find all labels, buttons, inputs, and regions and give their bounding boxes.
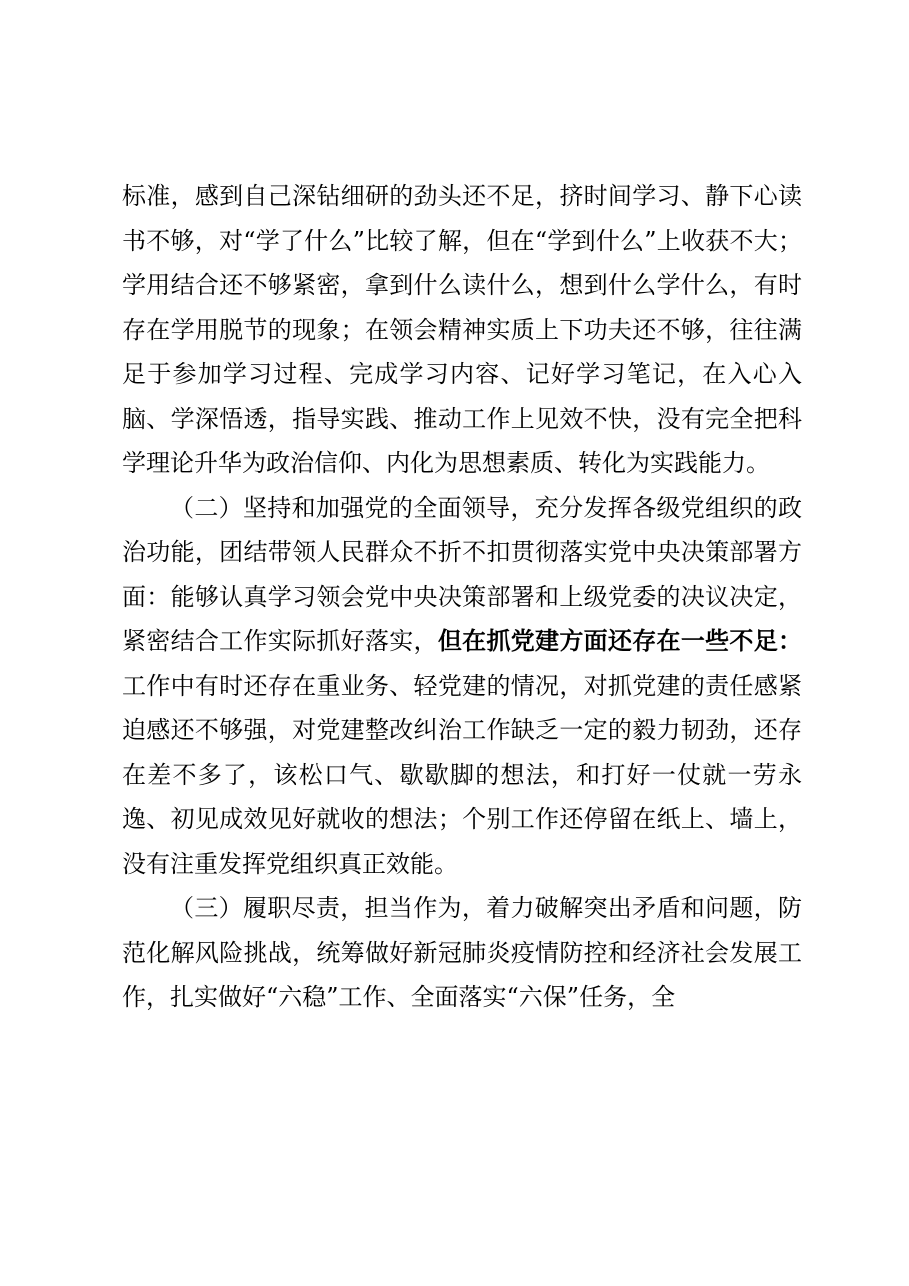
- paragraph-3-text: （三）履职尽责，担当作为，着力破解突出矛盾和问题，防范化解风险挑战，统筹做好新冠肺炎疫情防控和经济社会发展工作，扎实做好“六稳”工作、全面落实“六保”任务，全: [122, 894, 802, 1011]
- paragraph-2-text-b: 工作中有时还存在重业务、轻党建的情况，对抓党建的责任感紧迫感还不够强，对党建整改纠治工作缺乏一定的毅力韧劲，还存在差不多了，该松口气、歇歇脚的想法，和打好一仗就一劳永逸、初见成效见好就收的想法；个别工作还停留在纸上、墙上，没有注重发挥党组织真正效能。: [122, 671, 802, 878]
- paragraph-study-shortcomings: [122, 174, 802, 486]
- paragraph-2-text-a: （二）坚持和加强党的全面领导，充分发挥各级党组织的政治功能，团结带领人民群众不折不扣贯彻落实党中央决策部署方面：能够认真学习领会党中央决策部署和上级党委的决议决定，紧密结合工作实际抓好落实，: [122, 493, 802, 655]
- paragraph-party-leadership: [122, 486, 802, 887]
- paragraph-duty-performance: [122, 886, 802, 1020]
- paragraph-2-bold-phrase: 但在抓党建方面还存在一些不足：: [437, 627, 803, 655]
- document-body: [122, 174, 802, 1020]
- paragraph-1-text: 标准，感到自己深钻细研的劲头还不足，挤时间学习、静下心读书不够，对“学了什么”比较了解，但在“学到什么”上收获不大；学用结合还不够紧密，拿到什么读什么，想到什么学什么，有时存在学用脱节的现象；在领会精神实质上下功夫还不够，往往满足于参加学习过程、完成学习内容、记好学习笔记，在入心入脑、学深悟透，指导实践、推动工作上见效不快，没有完全把科学理论升华为政治信仰、内化为思想素质、转化为实践能力。: [122, 182, 802, 477]
